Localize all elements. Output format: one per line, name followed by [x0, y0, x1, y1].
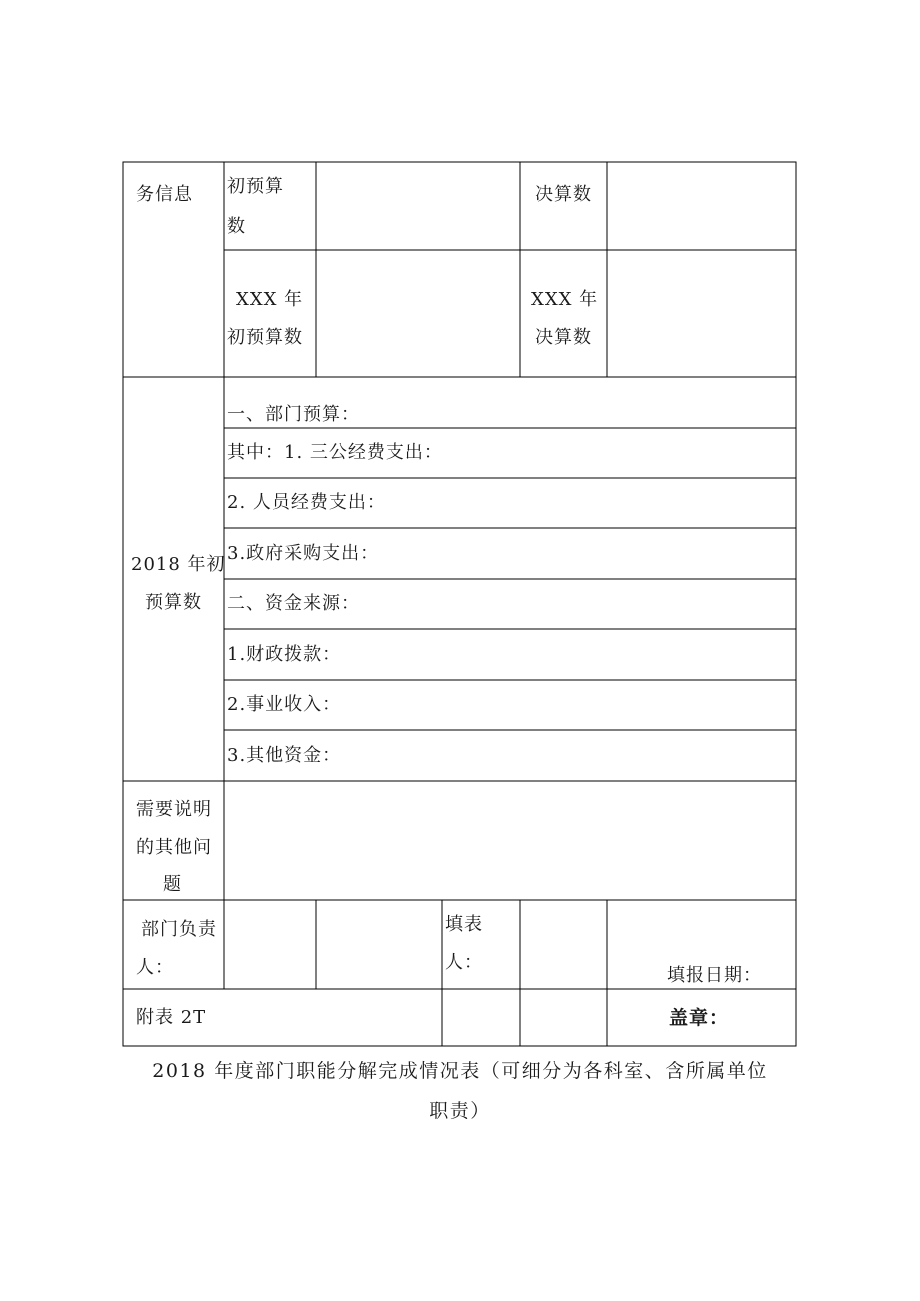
other-issues-label-line1: 需要说明 [136, 799, 212, 820]
budget-section-label-line1: 2018 年初 [131, 554, 226, 575]
other-issues-label-line2: 的其他问 [136, 837, 212, 858]
final-account-label: 决算数 [535, 184, 592, 205]
final-account-value-field[interactable] [608, 163, 795, 249]
year-initial-budget-label-line2: 初预算数 [227, 327, 303, 348]
form-filler-field[interactable] [521, 901, 606, 988]
business-info-label: 务信息 [136, 184, 193, 205]
year-initial-budget-label-line1: XXX 年 [236, 289, 304, 310]
dept-head-label-line1: 部门负责 [141, 919, 217, 940]
budget-item-other-funds[interactable]: 3.其他资金： [227, 745, 342, 766]
initial-budget-label-line2: 数 [227, 216, 246, 237]
budget-item-business-income[interactable]: 2.事业收入： [227, 694, 342, 715]
year-initial-budget-value-field[interactable] [317, 251, 519, 376]
form-filler-label-line2: 人： [445, 952, 483, 973]
year-final-account-value-field[interactable] [608, 251, 795, 376]
dept-head-field[interactable] [225, 901, 315, 988]
other-issues-field[interactable] [225, 782, 795, 899]
year-final-account-label-line1: XXX 年 [531, 289, 599, 310]
year-final-account-label-line2: 决算数 [535, 327, 592, 348]
budget-item-government-procurement[interactable]: 3.政府采购支出： [227, 543, 380, 564]
caption-line1: 2018 年度部门职能分解完成情况表（可细分为各科室、含所属单位 [152, 1060, 768, 1082]
dept-head-label-line2: 人： [136, 957, 174, 978]
seal-label: 盖章： [669, 1007, 730, 1029]
report-date-label: 填报日期： [667, 965, 762, 986]
budget-item-three-public-expenses[interactable]: 其中：1. 三公经费支出： [227, 442, 443, 463]
budget-item-personnel-expenses[interactable]: 2. 人员经费支出： [227, 492, 386, 513]
initial-budget-value-field[interactable] [317, 163, 519, 249]
budget-section-label-line2: 预算数 [145, 592, 202, 613]
other-issues-label-line3: 题 [163, 874, 182, 895]
budget-item-fiscal-allocation[interactable]: 1.财政拨款： [227, 644, 342, 665]
caption-line2: 职责） [429, 1100, 491, 1122]
form-filler-label-line1: 填表 [445, 914, 483, 935]
budget-item-department-budget[interactable]: 一、部门预算： [227, 404, 360, 425]
initial-budget-label-line1: 初预算 [227, 176, 284, 197]
appendix-label: 附表 2T [136, 1007, 207, 1028]
budget-item-fund-sources[interactable]: 二、资金来源： [227, 593, 360, 614]
